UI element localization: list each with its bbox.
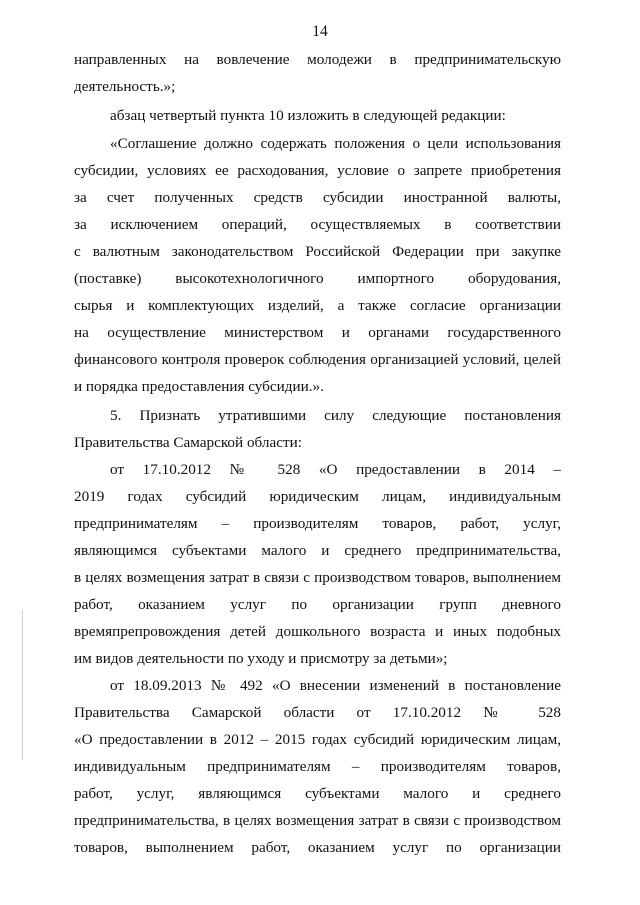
- text-line: деятельность.»;: [74, 78, 176, 95]
- text-line: за исключением операций, осуществляемых в соответствии: [74, 216, 561, 233]
- text-line: товаров, выполнением работ, оказанием услуг по организации: [74, 839, 561, 856]
- text-line: направленных на вовлечение молодежи в предпринимательскую: [74, 51, 561, 68]
- text-line: абзац четвертый пункта 10 изложить в следующей редакции:: [110, 107, 506, 124]
- text-line: с валютным законодательством Российской Федерации при закупке: [74, 243, 561, 260]
- text-line: субсидии, условиях ее расходования, условие о запрете приобретения: [74, 162, 561, 179]
- text-line: Правительства Самарской области:: [74, 434, 302, 451]
- text-line: им видов деятельности по уходу и присмотру за детьми»;: [74, 650, 448, 667]
- text-line: «О предоставлении в 2012 – 2015 годах субсидий юридическим лицам,: [74, 731, 561, 748]
- text-line: 2019 годах субсидий юридическим лицам, индивидуальным: [74, 488, 561, 505]
- text-line: предпринимательства, в целях возмещения затрат в связи с производством: [74, 812, 561, 829]
- text-line: предпринимателям – производителям товаров, работ, услуг,: [74, 515, 561, 532]
- text-line: от 17.10.2012 № 528 «О предоставлении в 2014 –: [110, 461, 561, 478]
- text-line: и порядка предоставления субсидии.».: [74, 378, 324, 395]
- text-line: сырья и комплектующих изделий, а также согласие организации: [74, 297, 561, 314]
- text-line: от 18.09.2013 № 492 «О внесении изменений в постановление: [110, 677, 561, 694]
- text-line: за счет полученных средств субсидии иностранной валюты,: [74, 189, 561, 206]
- text-line: «Соглашение должно содержать положения о цели использования: [110, 135, 561, 152]
- text-line: работ, услуг, являющимся субъектами малого и среднего: [74, 785, 561, 802]
- document-body: [74, 46, 561, 861]
- text-line: в целях возмещения затрат в связи с производством товаров, выполнением: [74, 569, 561, 586]
- text-line: индивидуальным предпринимателям – производителям товаров,: [74, 758, 561, 775]
- text-line: 5. Признать утратившими силу следующие постановления: [110, 407, 561, 424]
- text-line: работ, оказанием услуг по организации групп дневного: [74, 596, 561, 613]
- text-line: финансового контроля проверок соблюдения организацией условий, целей: [74, 351, 561, 368]
- text-line: на осуществление министерством и органами государственного: [74, 324, 561, 341]
- text-line: Правительства Самарской области от 17.10.2012 № 528: [74, 704, 561, 721]
- text-line: (поставке) высокотехнологичного импортного оборудования,: [74, 270, 561, 287]
- text-line: являющимся субъектами малого и среднего предпринимательства,: [74, 542, 561, 559]
- scan-margin-line: [22, 610, 23, 760]
- text-line: времяпрепровождения детей дошкольного возраста и иных подобных: [74, 623, 561, 640]
- page-number: 14: [312, 23, 328, 40]
